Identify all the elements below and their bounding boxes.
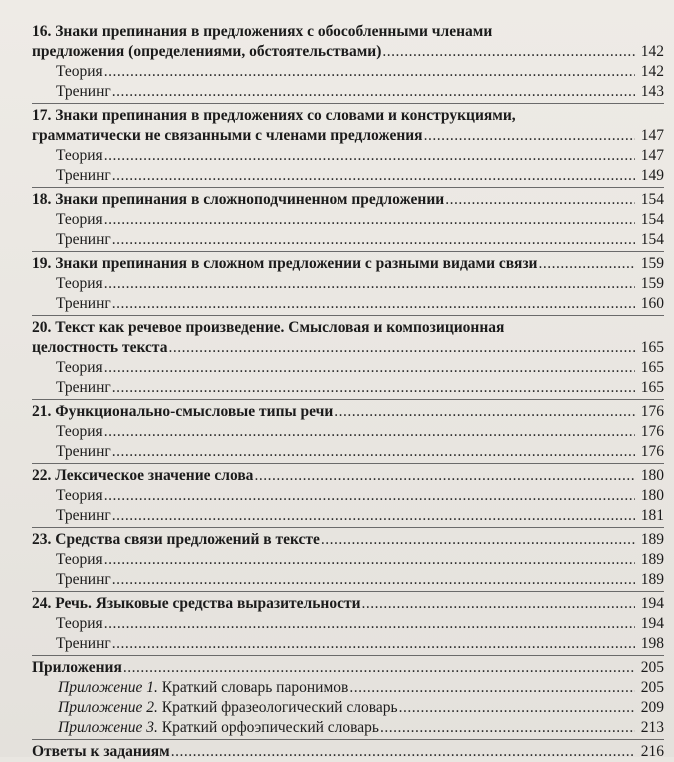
subsection-entry-page-number: 165 (640, 359, 664, 376)
section-divider (32, 655, 664, 656)
answers-heading (32, 742, 664, 762)
subsection-entry-leader (104, 422, 635, 442)
subsection-entry-leader (112, 570, 635, 590)
appendix-entry (32, 698, 664, 718)
section-divider (32, 187, 664, 188)
subsection-entry-page-number: 154 (640, 211, 664, 228)
subsection-entry (32, 634, 664, 654)
subsection-entry (32, 294, 664, 314)
section-heading-leader (362, 594, 635, 614)
appendix-entry-label: Краткий фразеологический словарь (161, 699, 398, 716)
appendix-heading (32, 658, 664, 678)
subsection-entry-leader (112, 166, 635, 186)
subsection-entry-label: Тренинг (56, 507, 111, 524)
section-title-line: 17. Знаки препинания в предложениях со словами и конструкциями, (32, 107, 516, 124)
section-heading (32, 338, 664, 358)
appendix-entry-prefix: Приложение 1. (58, 679, 158, 696)
subsection-entry-leader (104, 146, 635, 166)
subsection-entry-page-number: 198 (640, 635, 664, 652)
answers-heading-page-number: 216 (640, 743, 664, 760)
answers-heading-leader (171, 742, 635, 762)
subsection-entry-page-number: 147 (640, 147, 664, 164)
appendix-heading-leader (123, 658, 635, 678)
subsection-entry-leader (112, 634, 635, 654)
toc-section (32, 466, 664, 526)
toc-section (32, 254, 664, 314)
subsection-entry-page-number: 181 (640, 507, 664, 524)
subsection-entry (32, 358, 664, 378)
subsection-entry-label: Теория (56, 359, 103, 376)
subsection-entry-label: Теория (56, 487, 103, 504)
subsection-entry-page-number: 160 (640, 295, 664, 312)
subsection-entry-page-number: 142 (640, 63, 664, 80)
toc-section (32, 318, 664, 398)
appendix-entry (32, 678, 664, 698)
subsection-entry-leader (104, 486, 635, 506)
appendix-entry-page-number: 213 (640, 719, 664, 736)
section-heading-label: 19. Знаки препинания в сложном предложении с разными видами связи (32, 255, 538, 272)
subsection-entry-label: Тренинг (56, 635, 111, 652)
section-heading (32, 126, 664, 146)
appendix-entry-leader (399, 698, 635, 718)
subsection-entry-label: Тренинг (56, 571, 111, 588)
subsection-entry-leader (112, 294, 635, 314)
subsection-entry-page-number: 165 (640, 379, 664, 396)
section-heading-page-number: 189 (640, 531, 664, 548)
section-heading-leader (445, 190, 635, 210)
section-heading (32, 530, 664, 550)
section-heading-label: грамматически не связанными с членами предложения (32, 127, 423, 144)
subsection-entry-label: Теория (56, 423, 103, 440)
subsection-entry-page-number: 189 (640, 571, 664, 588)
subsection-entry-leader (104, 274, 635, 294)
appendix-entry-leader (349, 678, 635, 698)
section-heading-label: 18. Знаки препинания в сложноподчиненном предложении (32, 191, 445, 208)
subsection-entry-page-number: 176 (640, 443, 664, 460)
subsection-entry (32, 422, 664, 442)
toc-section (32, 594, 664, 654)
subsection-entry-label: Теория (56, 551, 103, 568)
subsection-entry-label: Тренинг (56, 295, 111, 312)
section-heading-page-number: 176 (640, 403, 664, 420)
section-heading-page-number: 165 (640, 339, 664, 356)
subsection-entry-label: Теория (56, 211, 103, 228)
subsection-entry (32, 62, 664, 82)
section-heading-leader (382, 42, 635, 62)
subsection-entry (32, 506, 664, 526)
section-heading (32, 402, 664, 422)
subsection-entry (32, 210, 664, 230)
subsection-entry (32, 550, 664, 570)
section-heading-label: 24. Речь. Языковые средства выразительности (32, 595, 361, 612)
subsection-entry-leader (104, 358, 635, 378)
subsection-entry-label: Теория (56, 63, 103, 80)
toc-section (32, 530, 664, 590)
appendix-entry-leader (380, 718, 635, 738)
section-heading (32, 466, 664, 486)
section-heading-label: предложения (определениями, обстоятельствами) (32, 43, 382, 60)
subsection-entry (32, 486, 664, 506)
section-heading-page-number: 159 (640, 255, 664, 272)
subsection-entry-leader (104, 62, 635, 82)
section-heading (32, 42, 664, 62)
section-heading-label: целостность текста (32, 339, 168, 356)
section-heading-leader (321, 530, 635, 550)
toc-section (32, 402, 664, 462)
toc-section (32, 22, 664, 102)
appendix-entry-text (58, 698, 398, 718)
subsection-entry (32, 82, 664, 102)
subsection-entry-leader (104, 210, 635, 230)
section-divider (32, 591, 664, 592)
subsection-entry-label: Теория (56, 147, 103, 164)
subsection-entry-label: Теория (56, 275, 103, 292)
subsection-entry-leader (112, 82, 635, 102)
section-divider (32, 315, 664, 316)
section-heading-page-number: 142 (640, 43, 664, 60)
subsection-entry (32, 274, 664, 294)
subsection-entry (32, 378, 664, 398)
appendix-entry-page-number: 205 (640, 679, 664, 696)
subsection-entry-page-number: 159 (640, 275, 664, 292)
section-divider (32, 399, 664, 400)
subsection-entry (32, 146, 664, 166)
section-heading-page-number: 194 (640, 595, 664, 612)
subsection-entry-label: Тренинг (56, 167, 111, 184)
subsection-entry (32, 166, 664, 186)
section-divider (32, 251, 664, 252)
section-heading-page-number: 147 (640, 127, 664, 144)
subsection-entry-leader (112, 230, 635, 250)
section-heading-leader (539, 254, 636, 274)
section-title-line: 16. Знаки препинания в предложениях с обособленными членами (32, 23, 493, 40)
subsection-entry-page-number: 154 (640, 231, 664, 248)
table-of-contents (32, 22, 664, 762)
toc-section (32, 106, 664, 186)
appendix-entry-text (58, 678, 348, 698)
section-heading-leader (424, 126, 635, 146)
subsection-entry-label: Теория (56, 615, 103, 632)
subsection-entry-page-number: 180 (640, 487, 664, 504)
section-divider (32, 527, 664, 528)
section-heading-leader (254, 466, 635, 486)
appendix-entry-label: Краткий орфоэпический словарь (161, 719, 379, 736)
subsection-entry-page-number: 176 (640, 423, 664, 440)
section-heading-leader (168, 338, 635, 358)
subsection-entry-leader (104, 614, 635, 634)
section-heading (32, 254, 664, 274)
appendix-entry-page-number: 209 (640, 699, 664, 716)
appendix-entry-prefix: Приложение 3. (58, 719, 158, 736)
section-heading-page-number: 154 (640, 191, 664, 208)
appendix-entry (32, 718, 664, 738)
section-heading-label: 23. Средства связи предложений в тексте (32, 531, 320, 548)
section-heading-leader (334, 402, 635, 422)
appendix-entry-text (58, 718, 379, 738)
subsection-entry-leader (112, 378, 635, 398)
appendix-entry-label: Краткий словарь паронимов (161, 679, 349, 696)
appendix-heading-page-number: 205 (640, 659, 664, 676)
toc-section (32, 190, 664, 250)
subsection-entry-label: Тренинг (56, 379, 111, 396)
subsection-entry-page-number: 194 (640, 615, 664, 632)
appendix-heading-label: Приложения (32, 659, 122, 676)
section-divider (32, 463, 664, 464)
subsection-entry-label: Тренинг (56, 443, 111, 460)
subsection-entry-leader (104, 550, 635, 570)
section-heading-label: 21. Функционально-смысловые типы речи (32, 403, 334, 420)
section-heading-page-number: 180 (640, 467, 664, 484)
answers-heading-label: Ответы к заданиям (32, 743, 170, 760)
section-divider (32, 739, 664, 740)
subsection-entry-page-number: 149 (640, 167, 664, 184)
subsection-entry-label: Тренинг (56, 83, 111, 100)
section-title-line: 20. Текст как речевое произведение. Смысловая и композиционная (32, 319, 505, 336)
section-heading-label: 22. Лексическое значение слова (32, 467, 254, 484)
appendix-entry-prefix: Приложение 2. (58, 699, 158, 716)
subsection-entry-leader (112, 442, 635, 462)
subsection-entry (32, 614, 664, 634)
subsection-entry-page-number: 189 (640, 551, 664, 568)
section-heading (32, 190, 664, 210)
subsection-entry-page-number: 143 (640, 83, 664, 100)
subsection-entry (32, 442, 664, 462)
section-divider (32, 103, 664, 104)
subsection-entry (32, 230, 664, 250)
subsection-entry-leader (112, 506, 635, 526)
section-heading (32, 594, 664, 614)
subsection-entry (32, 570, 664, 590)
subsection-entry-label: Тренинг (56, 231, 111, 248)
